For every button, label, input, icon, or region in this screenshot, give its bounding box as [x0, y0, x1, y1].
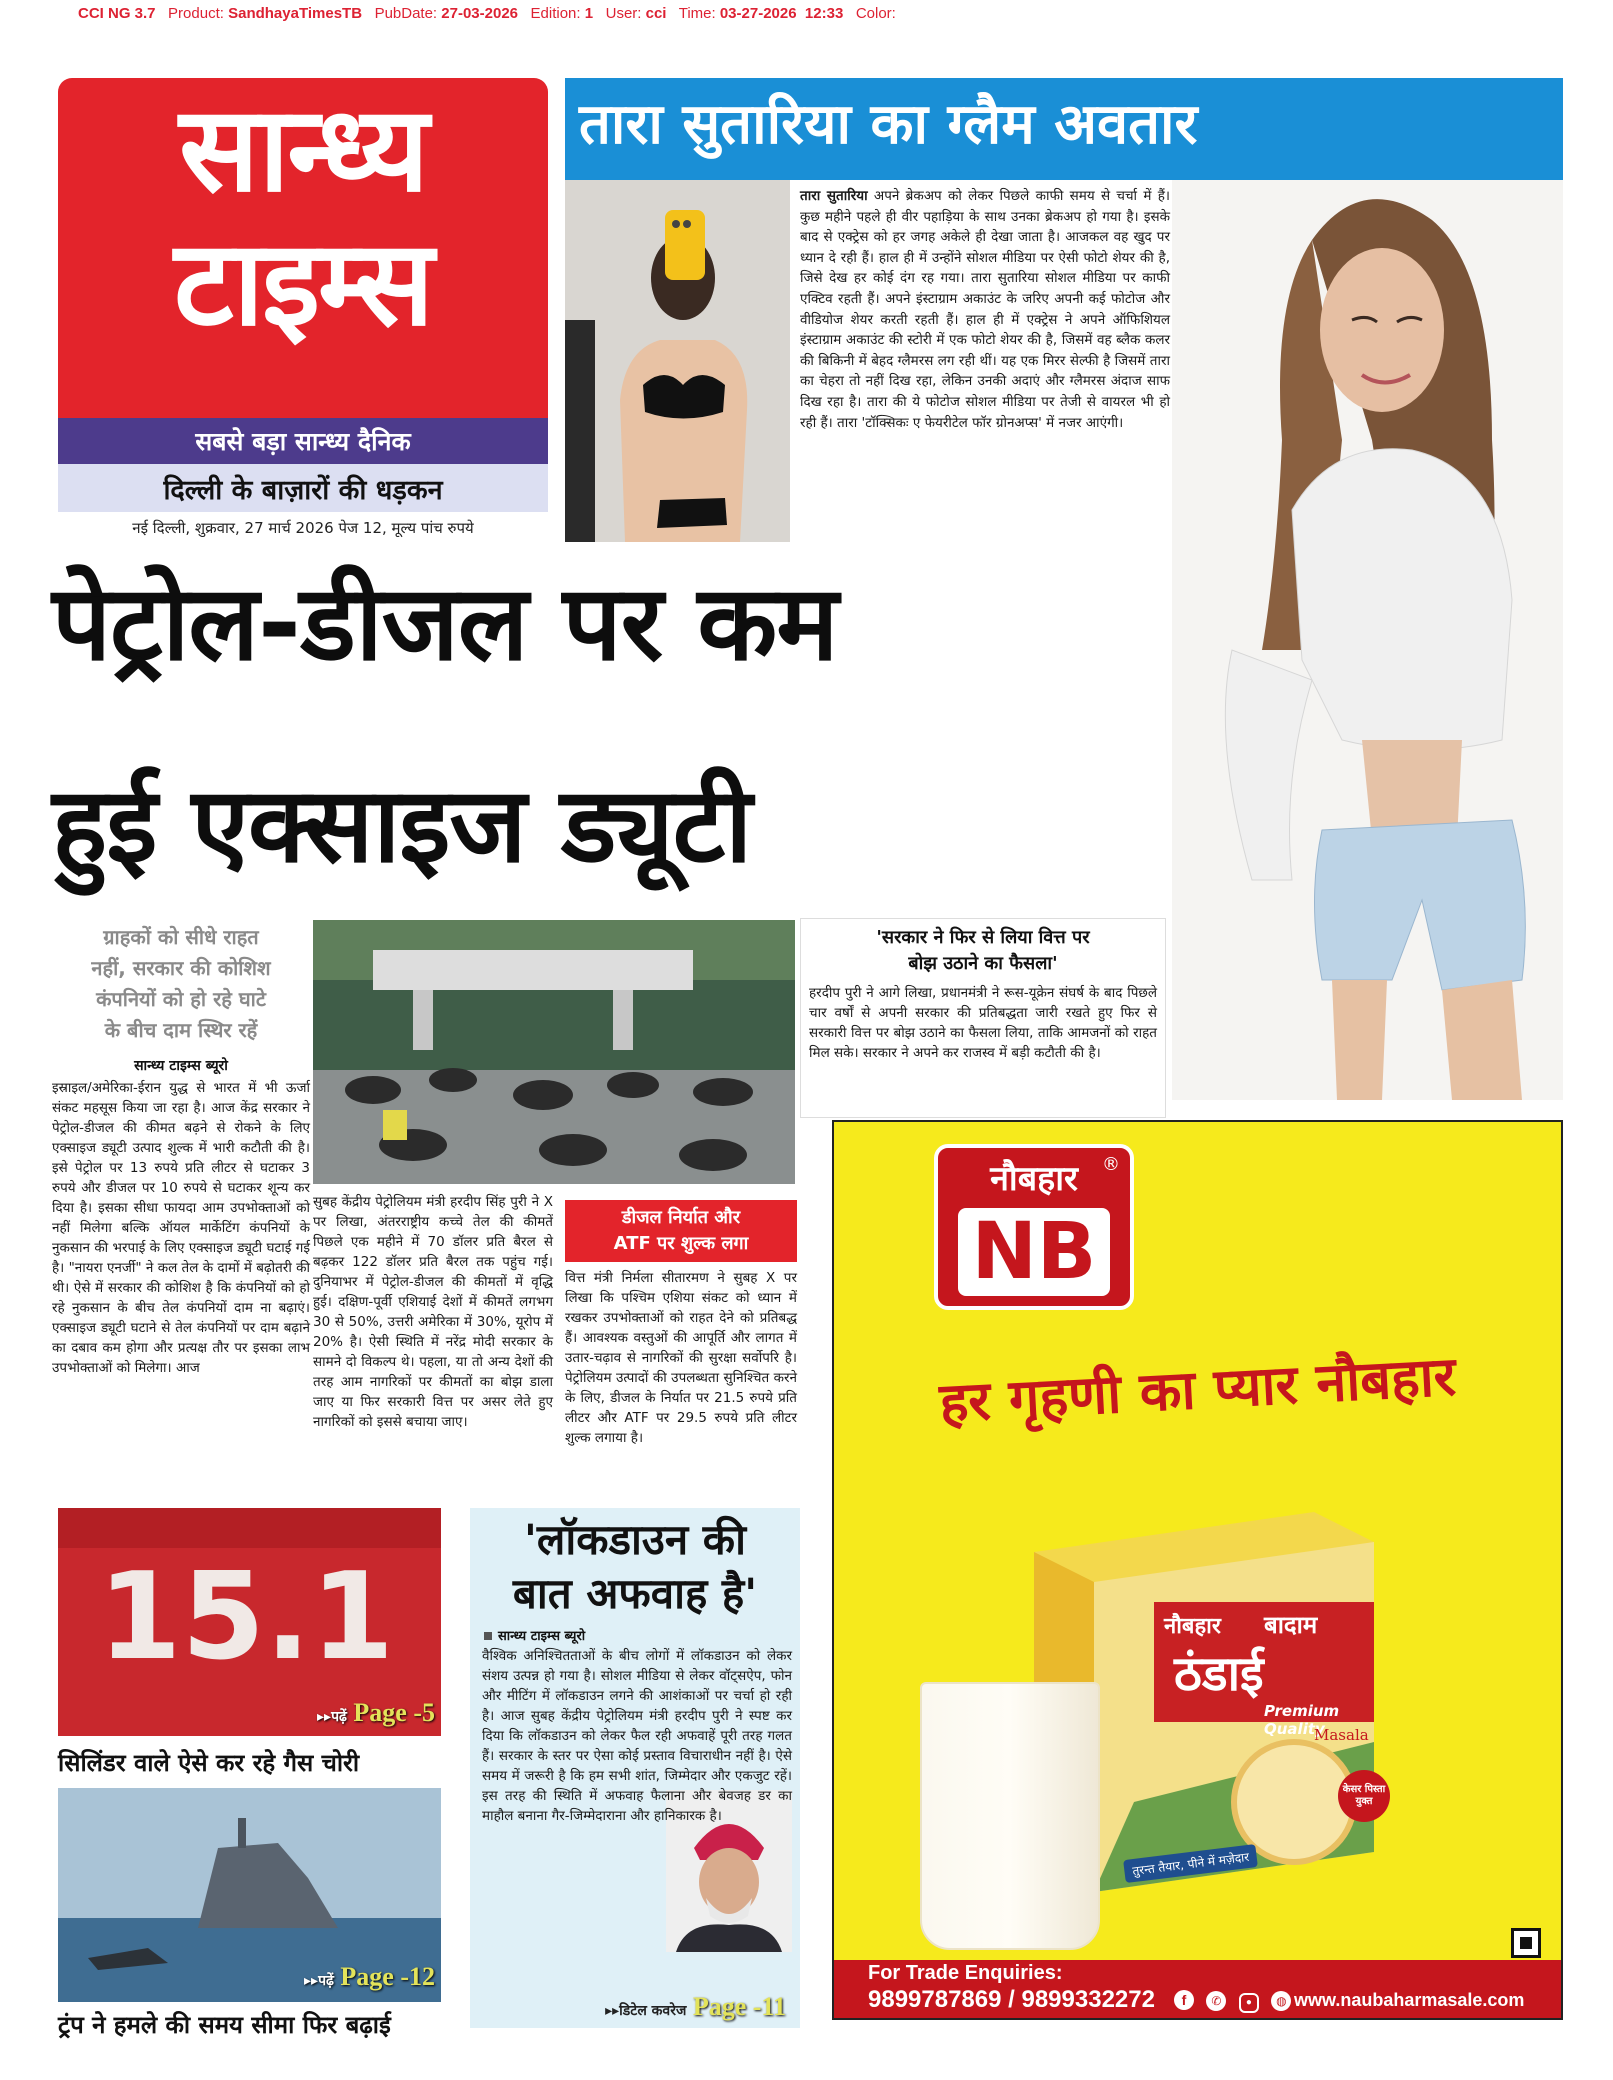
ad-social-icons	[1174, 1990, 1291, 2013]
quote-head-line2: बोझ उठाने का फैसला'	[908, 953, 1058, 974]
lead-col2: सुबह केंद्रीय पेट्रोलियम मंत्री हरदीप सिंह पुरी ने X पर लिखा, अंतरराष्ट्रीय कच्चे तेल की कीमतें पिछले एक महीने में 70 डॉलर प्रति बैरल से बढ़कर 122 डॉलर प्रति बैरल तक पहुंच गई। दुनियाभर में पेट्रोल-डीजल की कीमतों में वृद्धि हुई। दक्षिण-पूर्वी एशियाई देशों में कीमतें लगभग 30 से 50%, उत्तरी अमेरिका में 30%, यूरोप में 20% है। ऐसी स्थिति में नरेंद्र मोदी सरकार के सामने दो विकल्प थे। पहला, या तो अन्य देशों की तरह आम नागरिकों पर कीमतों का बोझ डाला जाए या फिर सरकारी वित्त पर असर लेते हुए नागरिकों को इससे बचाया जाए।	[313, 1194, 553, 1430]
byline-square-icon	[484, 1632, 492, 1640]
pack-line2: ठंडाई	[1174, 1646, 1264, 1702]
quote-text: हरदीप पुरी ने आगे लिखा, प्रधानमंत्री ने रूस-यूक्रेन संघर्ष के बाद पिछले चार वर्षों से अपनी सरकार की प्रतिबद्धता जारी रखते हुए फिर से सरकारी वित्त पर बोझ उठाने का फैसला लिया, ताकि आमजनों को राहत मिल सके। सरकार ने अपने कर राजस्व में बड़ी कटौती की है।	[809, 985, 1157, 1061]
glam-body: अपने ब्रेकअप को लेकर पिछले काफी समय से चर्चा में हैं। कुछ महीने पहले ही वीर पहाड़िया के साथ उनका ब्रेकअप हो गया है। इसके बाद से एक्ट्रेस को हर जगह अकेले ही देखा जाता है। आजकल वह खुद पर ध्यान दे रही हैं। हाल ही में उन्होंने सोशल मीडिया पर ऐसी फोटो शेयर की है, जिसे देख हर कोई दंग रह गया। तारा सुतारिया सोशल मीडिया पर काफी एक्टिव रहती हैं। अपने इंस्टाग्राम अकाउंट के जरिए अपनी कई फोटोज और वीडियोज शेयर करती रहती हैं। हाल ही में एक्ट्रेस ने अपने ऑफिशियल इंस्टाग्राम अकाउंट की स्टोरी में एक फोटो शेयर की है, जिसमें वह ब्लैक कलर की बिकिनी में बेहद ग्लैमरस लग रही थीं। यह एक मिरर सेल्फी है जिसमें तारा का चेहरा तो नहीं दिख रहा, लेकिन उनकी अदाएं और ग्लैमरस अंदाज साफ दिख रहा है। तारा की ये फोटोज सोशल मीडिया पर तेजी से वायरल भी हो रही हैं। तारा 'टॉक्सिकः ए फेयरीटेल फॉर ग्रोनअप्स' में नजर आएंगी।	[800, 188, 1170, 431]
lead-deck	[52, 922, 310, 1046]
lockdown-pageref[interactable]	[605, 1992, 786, 2022]
ad-glass	[920, 1682, 1100, 1950]
pack-masala: Masala	[1314, 1726, 1369, 1744]
ad-registered: ®	[1102, 1154, 1120, 1175]
teaser-ship-photo	[58, 1788, 441, 2002]
petrol-pump-illustration	[313, 920, 795, 1184]
ad-brand-mark: NB	[958, 1208, 1110, 1296]
deck-line4: के बीच दाम स्थिर रहें	[104, 1018, 258, 1042]
print-slug	[78, 5, 896, 22]
lead-subhead-line1: डीजल निर्यात और	[621, 1207, 741, 1228]
ad-trade-label: For Trade Enquiries:	[868, 1962, 1063, 1984]
pack-brand: नौबहार	[1164, 1614, 1221, 1639]
slug-product: SandhayaTimesTB	[228, 5, 363, 22]
pack-badge: केसर पिस्ता युक्त	[1338, 1770, 1390, 1822]
ad-slogan: हर गृहणी का प्यार नौबहार	[937, 1344, 1458, 1435]
teaser1-arrow-icon: ▸▸	[317, 1709, 332, 1725]
teaser2-arrow-icon: ▸▸	[304, 1973, 319, 1989]
deck-line3: कंपनियों को हो रहे घाटे	[96, 987, 266, 1011]
lockdown-byline	[484, 1626, 585, 1644]
masthead-title-line1: सान्ध्य	[179, 80, 427, 218]
teaser2-pageref[interactable]	[304, 1962, 435, 1992]
lockdown-headline-line1: 'लॉकडाउन की	[524, 1515, 746, 1564]
tara-photo	[1172, 180, 1563, 1100]
pack-quality: Premium Quality	[1264, 1702, 1340, 1738]
glam-headline-band	[565, 78, 1563, 180]
facebook-icon[interactable]: f	[1174, 1990, 1194, 2010]
teaser-cylinder-photo	[58, 1508, 441, 1736]
teaser1-pageref[interactable]	[317, 1698, 435, 1728]
quote-box	[800, 918, 1166, 1118]
whatsapp-icon[interactable]: ✆	[1206, 1991, 1226, 2011]
lead-headline-line1: पेट्रोल-डीजल पर कम	[52, 562, 838, 684]
slug-time-label: Time:	[678, 5, 716, 22]
lead-col1: इस्राइल/अमेरिका-ईरान युद्ध से भारत में भी ऊर्जा संकट महसूस किया जा रहा है। आज केंद्र सरकार ने पेट्रोल-डीजल की कीमत बढ़ने से रोकने के लिए एक्साइज ड्यूटी उत्पाद शुल्क में भारी कटौती की है। इसे पेट्रोल पर 13 रुपये प्रति लीटर से घटाकर 3 रुपये और डीजल पर 10 रुपये से घटाकर शून्य कर दिया है। इसका सीधा फायदा आम उपभोक्ताओं को नहीं मिलेगा बल्कि ऑयल मार्केटिंग कंपनियों के नुकसान की भरपाई के लिए एक्साइज ड्यूटी घटाई गई है। "नायरा एनर्जी" ने कल तेल के दामों में बढ़ोतरी की थी। ऐसे में सरकार की कोशिश है कि कंपनियों को हो रहे नुकसान के बीच तेल कंपनियों दाम ना बढ़ाएं। एक्साइज ड्यूटी घटाने से तेल कंपनियों पर दाम बढ़ाने का दबाव कम होगा और प्रत्यक्ष तौर पर इसका लाभ उपभोक्ताओं को मिलेगा। आज	[52, 1080, 310, 1376]
masthead-title-line2: टाइम्स	[173, 214, 433, 352]
lockdown-text: वैश्विक अनिश्चितताओं के बीच लोगों में लॉकडाउन को लेकर संशय उत्पन्न हो गया है। सोशल मीडिया से लेकर वॉट्सऐप, फोन और मीटिंग में लॉकडाउन लगने की आशंकाओं पर चर्चा हो रही है। आज सुबह केंद्रीय पेट्रोलियम मंत्री हरदीप पुरी ने स्पष्ट कर दिया कि लॉकडाउन को लेकर फैल रही अफवाहें पूरी तरह गलत हैं। सरकार के स्तर पर ऐसा कोई प्रस्ताव विचाराधीन नहीं है। ऐसे समय में जरूरी है कि हम सभी शांत, जिम्मेदार और एकजुट रहें। इस तरह की स्थिति में अफवाह फैलाना और बेवजह डर का माहौल बनाना गैर-जिम्मेदाराना और हानिकारक है।	[482, 1648, 792, 1824]
naubahar-ad[interactable]	[832, 1120, 1563, 2020]
pack-line1: बादाम	[1264, 1611, 1318, 1639]
glam-text	[800, 186, 1170, 433]
selfie-illustration	[565, 180, 790, 542]
masthead-subtagline	[58, 464, 548, 512]
masthead-subtagline-text: दिल्ली के बाज़ारों की धड़कन	[163, 474, 443, 506]
teaser2-pointer: पढ़ें	[318, 1973, 334, 1989]
glam-lead-name: तारा सुतारिया	[800, 188, 868, 204]
slug-user: cci	[645, 5, 667, 22]
slug-user-label: User:	[605, 5, 642, 22]
glam-headline: तारा सुतारिया का ग्लैम अवतार	[579, 92, 1198, 157]
lockdown-arrow-icon: ▸▸	[605, 2003, 620, 2019]
deck-line1: ग्राहकों को सीधे राहत	[103, 925, 259, 949]
lead-byline: सान्ध्य टाइम्स ब्यूरो	[134, 1058, 228, 1074]
teaser1-pointer: पढ़ें	[331, 1709, 347, 1725]
deck-line2-b: सरकार की कोशिश	[132, 956, 271, 980]
lead-subhead-line2: ATF पर शुल्क लगा	[613, 1233, 749, 1254]
slug-pubdate-label: PubDate:	[374, 5, 438, 22]
teaser2-caption[interactable]: ट्रंप ने हमले की समय सीमा फिर बढ़ाई	[58, 2011, 391, 2039]
slug-version: CCI NG 3.7	[78, 5, 156, 22]
quote-head-line1: 'सरकार ने फिर से लिया वित्त पर	[876, 927, 1090, 948]
masthead-logo	[58, 78, 548, 418]
pack-ribbon: तुरन्त तैयार, पीने में मज़ेदार	[1123, 1844, 1258, 1883]
slug-edition-label: Edition:	[530, 5, 581, 22]
deck-line2-a: नहीं,	[91, 956, 133, 980]
instagram-icon[interactable]: ●	[1239, 1993, 1259, 2013]
slug-pubdate: 27-03-2026	[441, 5, 519, 22]
slug-color-label: Color:	[855, 5, 896, 22]
slug-edition: 1	[584, 5, 594, 22]
slug-time-date: 03-27-2026	[719, 5, 797, 22]
ad-logo	[934, 1144, 1134, 1310]
dateline: नई दिल्ली, शुक्रवार, 27 मार्च 2026 पेज 12, मूल्य पांच रुपये	[132, 519, 474, 537]
lead-subhead-box	[565, 1200, 797, 1262]
ad-phones[interactable]: 9899787869 / 9899332272	[868, 1986, 1155, 2013]
lockdown-pointer: डिटेल कवरेज	[619, 2003, 687, 2019]
ad-trade-bar	[834, 1960, 1561, 2018]
glam-selfie-photo	[565, 180, 790, 542]
petrol-pump-photo	[313, 920, 795, 1184]
teaser1-caption[interactable]: सिलिंडर वाले ऐसे कर रहे गैस चोरी	[58, 1749, 360, 1777]
masthead-tagline-text: सबसे बड़ा सान्ध्य दैनिक	[195, 427, 411, 456]
lockdown-headline-line2: बात अफवाह है'	[512, 1569, 758, 1618]
ad-website[interactable]: www.naubaharmasale.com	[1294, 1990, 1525, 2010]
ad-brand-hi: नौबहार	[990, 1159, 1078, 1199]
lockdown-byline-text: सान्ध्य टाइम्स ब्यूरो	[498, 1629, 586, 1644]
masthead-tagline	[58, 418, 548, 464]
slug-time-clock: 12:33	[804, 5, 844, 22]
globe-icon: ◍	[1271, 1991, 1291, 2011]
deck-line2	[52, 953, 310, 984]
teaser2-page: Page -12	[340, 1962, 435, 1991]
slug-product-label: Product:	[168, 5, 224, 22]
ad-qr-icon	[1511, 1928, 1541, 1958]
tara-illustration	[1172, 180, 1563, 1100]
teaser1-page: Page -5	[353, 1698, 435, 1727]
lead-col3: वित्त मंत्री निर्मला सीतारमण ने सुबह X पर लिखा कि पश्चिम एशिया संकट को ध्यान में रखकर उपभोक्ताओं को राहत देने को प्रतिबद्ध हैं। आवश्यक वस्तुओं की आपूर्ति और लागत में उतार-चढ़ाव से नागरिकों की सुरक्षा सर्वोपरि है। पेट्रोलियम उत्पादों की उपलब्धता सुनिश्चित करने के लिए, डीजल के निर्यात पर 21.5 रुपये प्रति लीटर और ATF पर 29.5 रुपये प्रति लीटर शुल्क लगाया है।	[565, 1270, 797, 1446]
svg-text:15.1: 15.1	[98, 1548, 395, 1687]
lockdown-box	[470, 1508, 800, 2028]
lead-headline-line2: हुई एक्साइज ड्यूटी	[52, 764, 752, 886]
lockdown-page: Page -11	[692, 1992, 786, 2021]
